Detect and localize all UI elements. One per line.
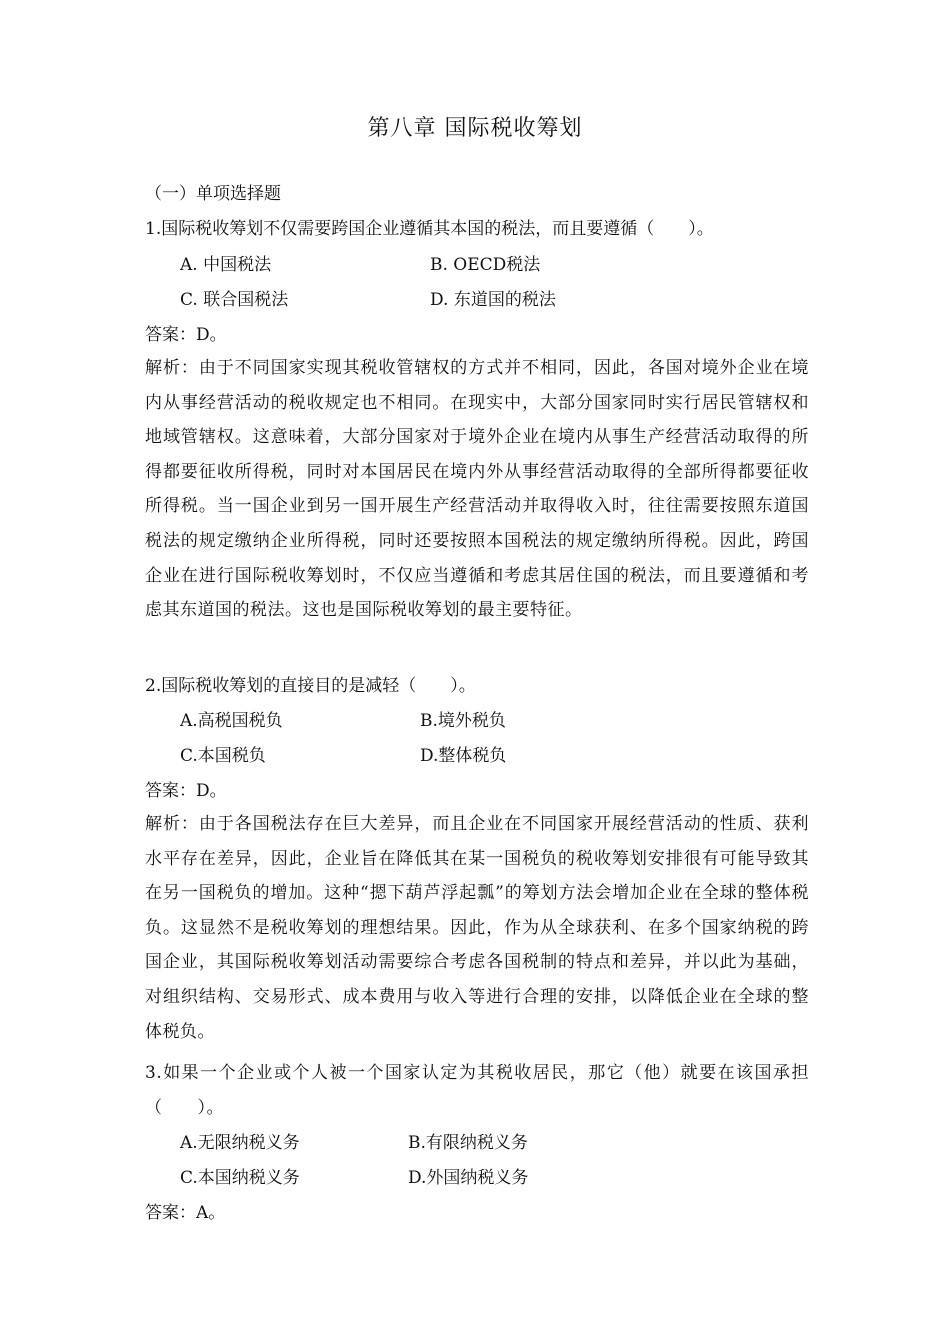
question-2-answer: 答案：D。 xyxy=(145,781,227,801)
question-3-option-c: C.本国纳税义务 xyxy=(180,1168,300,1188)
question-1-stem: 1.国际税收筹划不仅需要跨国企业遵循其本国的税法，而且要遵循（ ）。 xyxy=(145,219,714,239)
question-2-option-a: A.高税国税负 xyxy=(180,711,283,731)
question-3-option-d: D.外国纳税义务 xyxy=(408,1168,529,1188)
question-1-option-c: C. 联合国税法 xyxy=(180,290,289,310)
question-3-option-b: B.有限纳税义务 xyxy=(408,1133,528,1153)
question-2-stem: 2.国际税收筹划的直接目的是减轻（ ）。 xyxy=(145,676,476,696)
question-1-option-d: D. 东道国的税法 xyxy=(430,290,556,310)
question-2-option-d: D.整体税负 xyxy=(420,746,507,766)
page-title: 第八章 国际税收筹划 xyxy=(367,116,583,141)
question-1-option-a: A. 中国税法 xyxy=(180,255,272,275)
question-3-answer: 答案：A。 xyxy=(145,1203,226,1223)
section-heading: （一）单项选择题 xyxy=(145,184,281,204)
question-1-option-b: B. OECD税法 xyxy=(430,255,541,275)
question-2-option-b: B.境外税负 xyxy=(420,711,506,731)
question-1-answer: 答案：D。 xyxy=(145,325,227,345)
question-3-option-a: A.无限纳税义务 xyxy=(180,1133,300,1153)
question-2-analysis: 解析：由于各国税法存在巨大差异，而且企业在不同国家开展经营活动的性质、获利水平存在差异，因此，企业旨在降低其在某一国税负的税收筹划安排很有可能导致其在另一国税负的增加。这种“摁下葫芦浮起瓢”的筹划方法会增加企业在全球的整体税负。这显然不是税收筹划的理想结果。因此，作为从全球获利、在多个国家纳税的跨国企业，其国际税收筹划活动需要综合考虑各国税制的特点和差异，并以此为基础，对组织结构、交易形式、成本费用与收入等进行合理的安排，以降低企业在全球的整体税负。 xyxy=(145,814,809,1042)
question-3-stem: 3.如果一个企业或个人被一个国家认定为其税收居民，那它（他）就要在该国承担（ ）。 xyxy=(145,1063,809,1118)
question-1-analysis: 解析：由于不同国家实现其税收管辖权的方式并不相同，因此，各国对境外企业在境内从事经营活动的税收规定也不相同。在现实中，大部分国家同时实行居民管辖权和地域管辖权。这意味着，大部分国家对于境外企业在境内从事生产经营活动取得的所得都要征收所得税，同时对本国居民在境内外从事经营活动取得的全部所得都要征收所得税。当一国企业到另一国开展生产经营活动并取得收入时，往往需要按照东道国税法的规定缴纳企业所得税，同时还要按照本国税法的规定缴纳所得税。因此，跨国企业在进行国际税收筹划时，不仅应当遵循和考虑其居住国的税法，而且要遵循和考虑其东道国的税法。这也是国际税收筹划的最主要特征。 xyxy=(145,358,809,621)
question-2-option-c: C.本国税负 xyxy=(180,746,266,766)
